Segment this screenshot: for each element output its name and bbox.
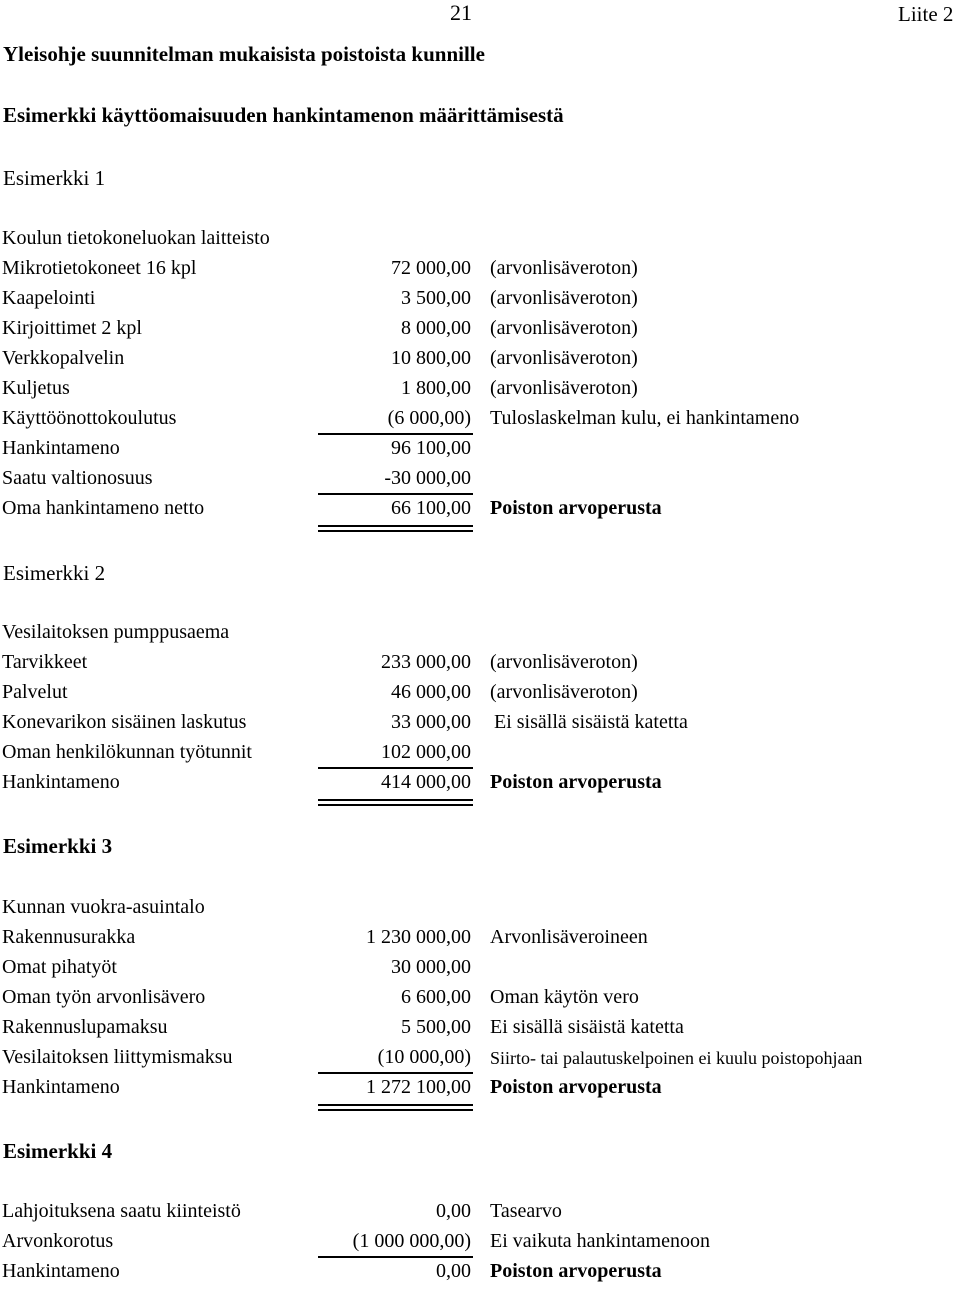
row-note: (arvonlisäveroton) xyxy=(490,681,638,703)
row-note: Ei vaikuta hankintamenoon xyxy=(490,1230,710,1252)
subtotal-rule xyxy=(318,433,473,435)
example-3-row xyxy=(0,1046,960,1076)
row-amount: 3 500,00 xyxy=(401,287,471,309)
row-amount: (1 000 000,00) xyxy=(352,1230,471,1252)
example-3-row xyxy=(0,986,960,1016)
example-3-heading: Esimerkki 3 xyxy=(3,834,113,858)
row-note: (arvonlisäveroton) xyxy=(490,317,638,339)
row-note: (arvonlisäveroton) xyxy=(490,257,638,279)
row-amount: 72 000,00 xyxy=(391,257,471,279)
subtotal-rule xyxy=(318,1256,473,1258)
total-double-rule xyxy=(318,804,473,806)
row-note: Ei sisällä sisäistä katetta xyxy=(490,1016,684,1038)
example-1-row xyxy=(0,257,960,287)
row-amount: 30 000,00 xyxy=(391,956,471,978)
row-amount: 233 000,00 xyxy=(381,651,471,673)
row-label: Rakennuslupamaksu xyxy=(2,1016,168,1038)
example-2-row xyxy=(0,651,960,681)
total-double-rule xyxy=(318,1109,473,1111)
example-1-row xyxy=(0,437,960,467)
row-amount: 66 100,00 xyxy=(391,497,471,519)
example-1-row xyxy=(0,467,960,497)
example-4-row xyxy=(0,1230,960,1260)
row-amount: 6 600,00 xyxy=(401,986,471,1008)
row-label: Saatu valtionosuus xyxy=(2,467,153,489)
row-amount: 10 800,00 xyxy=(391,347,471,369)
example-3-row xyxy=(0,956,960,986)
row-label: Verkkopalvelin xyxy=(2,347,125,369)
row-label: Oma hankintameno netto xyxy=(2,497,205,519)
row-label: Konevarikon sisäinen laskutus xyxy=(2,711,247,733)
row-amount: 33 000,00 xyxy=(391,711,471,733)
row-note: Siirto- tai palautuskelpoinen ei kuulu poistopohjaan xyxy=(490,1048,863,1068)
example-1-heading: Esimerkki 1 xyxy=(3,166,106,190)
page-number: 21 xyxy=(450,0,472,25)
row-note: Poiston arvoperusta xyxy=(490,497,662,519)
row-amount: 414 000,00 xyxy=(381,771,471,793)
row-label: Omat pihatyöt xyxy=(2,956,117,978)
subtotal-rule xyxy=(318,1072,473,1074)
row-amount: -30 000,00 xyxy=(384,467,471,489)
example-2-total-row xyxy=(0,771,960,801)
row-amount: 8 000,00 xyxy=(401,317,471,339)
example-1-row xyxy=(0,287,960,317)
row-label: Hankintameno xyxy=(2,437,120,459)
row-label: Oman työn arvonlisävero xyxy=(2,986,206,1008)
row-label: Kirjoittimet 2 kpl xyxy=(2,317,142,339)
row-amount: 1 230 000,00 xyxy=(366,926,471,948)
row-amount: (6 000,00) xyxy=(387,407,471,429)
row-note: Tuloslaskelman kulu, ei hankintameno xyxy=(490,407,800,429)
example-3-total-row xyxy=(0,1076,960,1106)
row-amount: 102 000,00 xyxy=(381,741,471,763)
row-label: Hankintameno xyxy=(2,771,120,793)
row-label: Hankintameno xyxy=(2,1260,120,1282)
row-label: Kuljetus xyxy=(2,377,70,399)
example-1-row xyxy=(0,317,960,347)
document-subtitle: Esimerkki käyttöomaisuuden hankintamenon määrittämisestä xyxy=(3,103,564,127)
total-double-rule xyxy=(318,530,473,532)
example-1-subject: Koulun tietokoneluokan laitteisto xyxy=(2,227,270,249)
row-note: (arvonlisäveroton) xyxy=(490,377,638,399)
total-double-rule xyxy=(318,1104,473,1106)
row-label: Lahjoituksena saatu kiinteistö xyxy=(2,1200,241,1222)
example-3-row xyxy=(0,1016,960,1046)
row-label: Arvonkorotus xyxy=(2,1230,114,1252)
appendix-label: Liite 2 xyxy=(898,2,954,26)
example-1-row xyxy=(0,407,960,437)
row-amount: 96 100,00 xyxy=(391,437,471,459)
row-note: Tasearvo xyxy=(490,1200,562,1222)
row-amount: 5 500,00 xyxy=(401,1016,471,1038)
example-4-total-row xyxy=(0,1260,960,1290)
subtotal-rule xyxy=(318,493,473,495)
row-note: Poiston arvoperusta xyxy=(490,1076,662,1098)
row-label: Vesilaitoksen liittymismaksu xyxy=(2,1046,233,1068)
total-double-rule xyxy=(318,799,473,801)
total-double-rule xyxy=(318,525,473,527)
subtotal-rule xyxy=(318,767,473,769)
document-title: Yleisohje suunnitelman mukaisista poistoista kunnille xyxy=(3,42,485,66)
row-note: Poiston arvoperusta xyxy=(490,771,662,793)
row-amount: (10 000,00) xyxy=(377,1046,471,1068)
row-label: Mikrotietokoneet 16 kpl xyxy=(2,257,197,279)
row-amount: 0,00 xyxy=(436,1200,471,1222)
example-2-subject: Vesilaitoksen pumppusaema xyxy=(2,621,230,643)
row-label: Käyttöönottokoulutus xyxy=(2,407,177,429)
row-note: Ei sisällä sisäistä katetta xyxy=(494,711,688,733)
example-1-total-row xyxy=(0,497,960,527)
row-note: (arvonlisäveroton) xyxy=(490,651,638,673)
row-note: Poiston arvoperusta xyxy=(490,1260,662,1282)
row-amount: 0,00 xyxy=(436,1260,471,1282)
row-amount: 1 800,00 xyxy=(401,377,471,399)
row-note: Arvonlisäveroineen xyxy=(490,926,648,948)
row-note: (arvonlisäveroton) xyxy=(490,347,638,369)
row-label: Kaapelointi xyxy=(2,287,96,309)
example-1-row xyxy=(0,347,960,377)
row-amount: 46 000,00 xyxy=(391,681,471,703)
row-note: Oman käytön vero xyxy=(490,986,639,1008)
example-4-row xyxy=(0,1200,960,1230)
example-4-heading: Esimerkki 4 xyxy=(3,1139,113,1163)
row-label: Hankintameno xyxy=(2,1076,120,1098)
row-label: Rakennusurakka xyxy=(2,926,136,948)
row-label: Tarvikkeet xyxy=(2,651,88,673)
example-3-subject: Kunnan vuokra-asuintalo xyxy=(2,896,205,918)
example-3-row xyxy=(0,926,960,956)
row-note: (arvonlisäveroton) xyxy=(490,287,638,309)
example-1-row xyxy=(0,377,960,407)
row-label: Oman henkilökunnan työtunnit xyxy=(2,741,252,763)
row-amount: 1 272 100,00 xyxy=(366,1076,471,1098)
example-2-row xyxy=(0,741,960,771)
example-2-row xyxy=(0,711,960,741)
example-2-row xyxy=(0,681,960,711)
row-label: Palvelut xyxy=(2,681,68,703)
example-2-heading: Esimerkki 2 xyxy=(3,561,106,585)
